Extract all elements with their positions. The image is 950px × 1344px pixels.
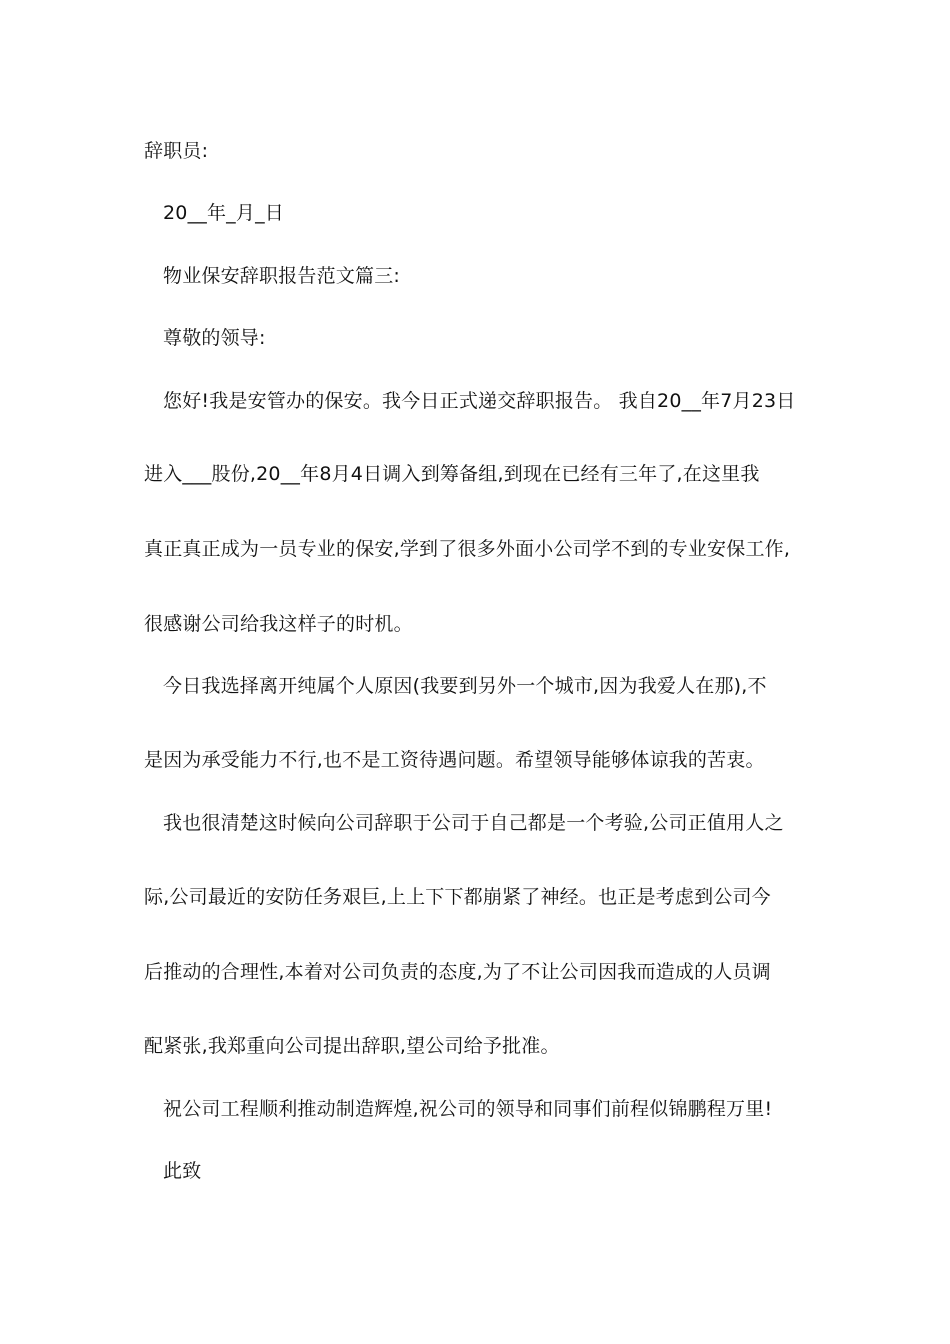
- paragraph-line: 今日我选择离开纯属个人原因(我要到另外一个城市,因为我爱人在那),不: [163, 675, 767, 697]
- paragraph-line: 际,公司最近的安防任务艰巨,上上下下都崩紧了神经。也正是考虑到公司今: [144, 886, 771, 908]
- signature-label: 辞职员:: [144, 140, 209, 162]
- paragraph-line: 后推动的合理性,本着对公司负责的态度,为了不让公司因我而造成的人员调: [144, 961, 771, 983]
- paragraph-line: 您好!我是安管办的保安。我今日正式递交辞职报告。 我自20__年7月23日: [163, 390, 796, 412]
- paragraph-line: 很感谢公司给我这样子的时机。: [144, 613, 413, 635]
- closing-salutation: 此致: [163, 1160, 202, 1182]
- closing-wish: 祝公司工程顺利推动制造辉煌,祝公司的领导和同事们前程似锦鹏程万里!: [163, 1098, 773, 1120]
- date-line: 20__年_月_日: [163, 202, 284, 224]
- paragraph-line: 配紧张,我郑重向公司提出辞职,望公司给予批准。: [144, 1035, 560, 1057]
- paragraph-line: 是因为承受能力不行,也不是工资待遇问题。希望领导能够体谅我的苦衷。: [144, 749, 765, 771]
- paragraph-line: 进入___股份,20__年8月4日调入到筹备组,到现在已经有三年了,在这里我: [144, 463, 760, 485]
- section-title: 物业保安辞职报告范文篇三:: [163, 265, 401, 287]
- salutation: 尊敬的领导:: [163, 327, 266, 349]
- paragraph-line: 我也很清楚这时候向公司辞职于公司于自己都是一个考验,公司正值用人之: [163, 812, 784, 834]
- paragraph-line: 真正真正成为一员专业的保安,学到了很多外面小公司学不到的专业安保工作,: [144, 538, 791, 560]
